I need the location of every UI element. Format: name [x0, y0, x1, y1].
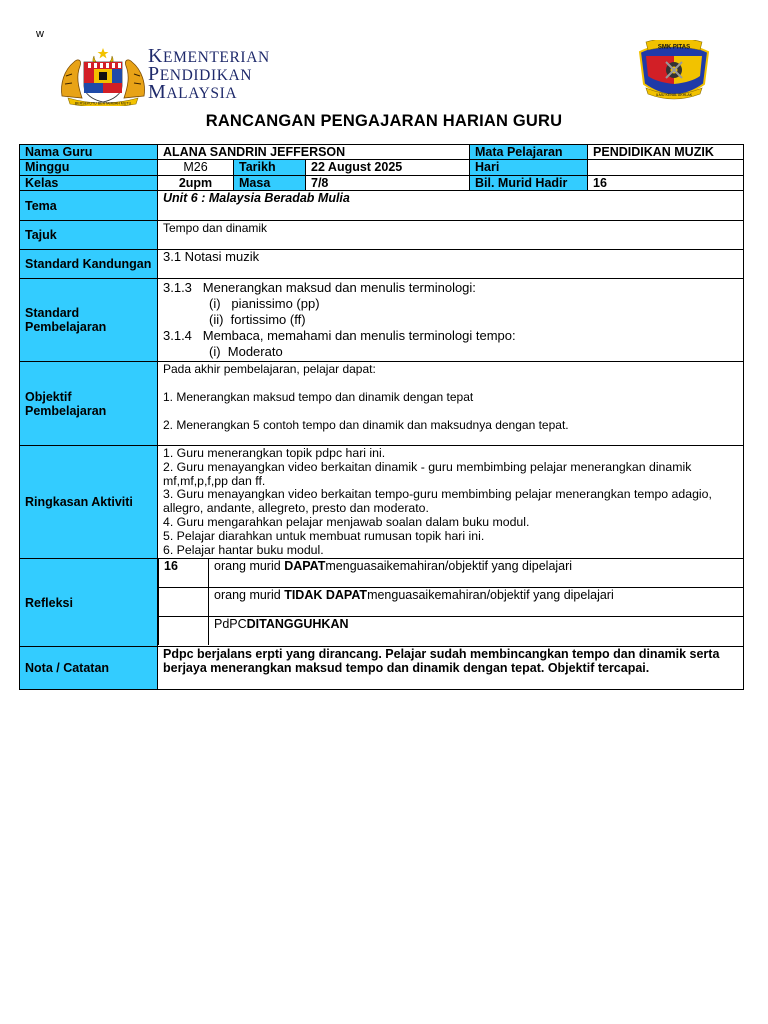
objektif-intro: Pada akhir pembelajaran, pelajar dapat: — [163, 362, 376, 376]
row-objektif — [20, 362, 744, 446]
label-tarikh: Tarikh — [234, 160, 306, 176]
row-standard-kandungan — [20, 250, 744, 279]
value-tarikh: 22 August 2025 — [306, 160, 470, 176]
value-bil-murid: 16 — [588, 176, 744, 191]
sp-subitem: (i) Moderato — [209, 344, 283, 359]
sp-item-314 — [163, 328, 738, 344]
value-minggu: M26 — [158, 160, 234, 176]
row-tajuk — [20, 221, 744, 250]
refleksi-text-tidak-dapat — [209, 588, 744, 617]
label-objektif: Objektif Pembelajaran — [20, 362, 158, 446]
ringkasan-item: 2. Guru menayangkan video berkaitan dinamik - guru membimbing pelajar menerangkan dinamik mf,mf,p,f,pp dan ff. — [163, 459, 692, 488]
value-nota: Pdpc berjalans erpti yang dirancang. Pelajar sudah membincangkan tempo dan dinamik serta berjaya menerangkan maksud tempo dan dinamik dengan tepat. Objektif tercapai. — [158, 647, 744, 690]
ministry-line-1: KEMENTERIAN — [148, 45, 270, 67]
sp-item-313 — [163, 280, 738, 296]
row-nama-guru — [20, 145, 744, 160]
refleksi-row-dapat — [159, 559, 744, 588]
row-minggu — [20, 160, 744, 176]
value-standard-kandungan: 3.1 Notasi muzik — [158, 250, 744, 279]
label-bil-murid: Bil. Murid Hadir — [470, 176, 588, 191]
ringkasan-item: 5. Pelajar diarahkan untuk membuat rumusan topik hari ini. — [163, 528, 485, 543]
row-kelas — [20, 176, 744, 191]
ministry-line-3: MALAYSIA — [148, 81, 238, 103]
objektif-item: 1. Menerangkan maksud tempo dan dinamik dengan tepat — [163, 390, 474, 404]
refleksi-post: menguasaikemahiran/objektif yang dipelajari — [367, 588, 614, 602]
label-tajuk: Tajuk — [20, 221, 158, 250]
row-nota — [20, 647, 744, 690]
label-hari: Hari — [470, 160, 588, 176]
crest-ribbon-text: BERSEKUTU BERTAMBAH MUTU — [74, 101, 132, 106]
refleksi-bold: DAPAT — [284, 559, 326, 573]
sp-text-314: Membaca, memahami dan menulis terminologi tempo: — [202, 328, 516, 343]
document-title: RANCANGAN PENGAJARAN HARIAN GURU — [205, 112, 563, 130]
refleksi-pre: PdPC — [214, 617, 247, 631]
label-standard-pembelajaran: Standard Pembelajaran — [20, 279, 158, 362]
label-minggu: Minggu — [20, 160, 158, 176]
label-nota: Nota / Catatan — [20, 647, 158, 690]
value-hari — [588, 160, 744, 176]
badge-school-name: SMK PITAS — [657, 44, 691, 51]
label-nama-guru: Nama Guru — [20, 145, 158, 160]
refleksi-count-tidak-dapat — [159, 588, 209, 617]
refleksi-count-dapat: 16 — [159, 559, 209, 588]
row-tema — [20, 191, 744, 221]
label-ringkasan: Ringkasan Aktiviti — [20, 446, 158, 559]
refleksi-row-tidak-dapat — [159, 588, 744, 617]
ringkasan-item: 3. Guru menayangkan video berkaitan tempo-guru membimbing pelajar menerangkan tempo adagio, allegro, andante, allegreto, presto dan moderato. — [163, 487, 712, 516]
lesson-plan-table — [19, 144, 744, 690]
row-standard-pembelajaran — [20, 279, 744, 362]
ringkasan-item: 1. Guru menerangkan topik pdpc hari ini. — [163, 446, 386, 460]
value-tajuk: Tempo dan dinamik — [158, 221, 744, 250]
standard-pembelajaran-content — [158, 279, 744, 362]
refleksi-bold: TIDAK DAPAT — [284, 588, 368, 602]
refleksi-text-dapat — [209, 559, 744, 588]
value-mata-pelajaran: PENDIDIKAN MUZIK — [588, 145, 744, 160]
objektif-item: 2. Menerangkan 5 contoh tempo dan dinamik dan maksudnya dengan tepat. — [163, 418, 569, 432]
refleksi-count-ditangguhkan — [159, 617, 209, 646]
refleksi-text-ditangguhkan — [209, 617, 744, 646]
stray-mark: w — [36, 28, 44, 40]
refleksi-table — [158, 559, 743, 645]
label-masa: Masa — [234, 176, 306, 191]
ringkasan-content — [158, 446, 744, 559]
row-refleksi — [20, 559, 744, 647]
ministry-line-1-rest: EMENTERIAN — [163, 49, 270, 66]
sp-text-313: Menerangkan maksud dan menulis terminologi: — [202, 280, 476, 295]
ministry-line-2-rest: ENDIDIKAN — [159, 67, 253, 84]
refleksi-row-ditangguhkan — [159, 617, 744, 646]
label-mata-pelajaran: Mata Pelajaran — [470, 145, 588, 160]
refleksi-content — [158, 559, 744, 647]
value-nama-guru: ALANA SANDRIN JEFFERSON — [158, 145, 470, 160]
refleksi-pre: orang murid — [214, 588, 285, 602]
ministry-line-2: PENDIDIKAN — [148, 63, 253, 85]
label-standard-kandungan: Standard Kandungan — [20, 250, 158, 279]
label-refleksi: Refleksi — [20, 559, 158, 647]
ringkasan-item: 6. Pelajar hantar buku modul. — [163, 542, 324, 557]
row-ringkasan — [20, 446, 744, 559]
value-kelas: 2upm — [158, 176, 234, 191]
sp-number-313: 3.1.3 — [163, 280, 192, 295]
malaysia-crest-logo — [58, 46, 148, 106]
ministry-wordmark — [148, 45, 270, 103]
refleksi-post: menguasaikemahiran/objektif yang dipelajari — [325, 559, 573, 573]
school-badge-logo — [636, 40, 712, 100]
badge-motto: ILMU KENAL AKHLAK — [655, 93, 693, 97]
value-masa: 7/8 — [306, 176, 470, 191]
refleksi-bold: DITANGGUHKAN — [246, 617, 349, 631]
sp-subitem: (ii) fortissimo (ff) — [209, 312, 306, 327]
sp-number-314: 3.1.4 — [163, 328, 192, 343]
label-kelas: Kelas — [20, 176, 158, 191]
ringkasan-item: 4. Guru mengarahkan pelajar menjawab soalan dalam buku modul. — [163, 514, 530, 529]
refleksi-pre: orang murid — [214, 559, 285, 573]
label-tema: Tema — [20, 191, 158, 221]
objektif-content — [158, 362, 744, 446]
value-tema: Unit 6 : Malaysia Beradab Mulia — [158, 191, 744, 221]
sp-subitem: (i) pianissimo (pp) — [209, 296, 320, 311]
ministry-line-3-rest: ALAYSIA — [166, 85, 238, 102]
